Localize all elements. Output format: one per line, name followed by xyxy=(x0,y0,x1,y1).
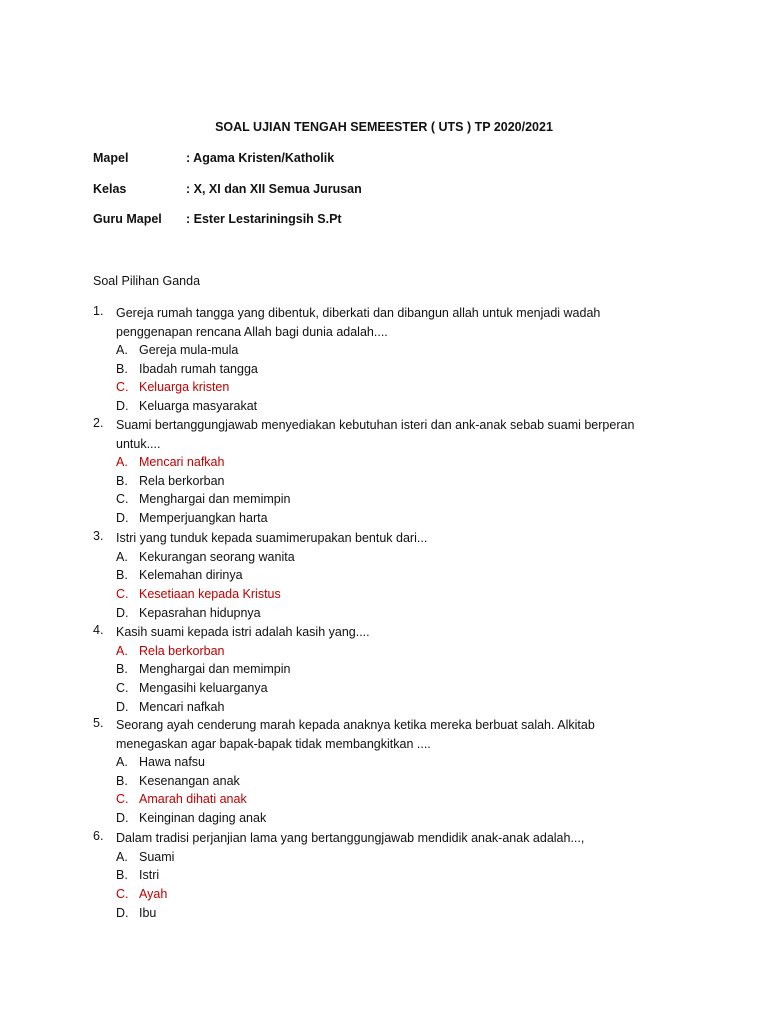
option-text: Mengasihi keluarganya xyxy=(139,680,268,695)
option-letter: C. xyxy=(116,680,129,695)
question-number: 4. xyxy=(93,623,104,637)
option xyxy=(93,360,653,379)
question-text: Gereja rumah tangga yang dibentuk, diberkati dan dibangun allah untuk menjadi wadah xyxy=(116,306,601,320)
option-text: Kesenangan anak xyxy=(139,773,240,788)
question-number: 6. xyxy=(93,829,104,843)
option-letter: C. xyxy=(116,792,129,807)
option-letter: A. xyxy=(116,343,128,357)
option xyxy=(93,566,653,585)
question-number: 5. xyxy=(93,716,104,730)
option xyxy=(93,509,653,528)
option xyxy=(93,604,653,623)
option-text: Istri xyxy=(139,868,160,883)
meta-label: Kelas xyxy=(93,182,127,196)
option-text: Menghargai dan memimpin xyxy=(139,662,291,677)
option-text: Kelemahan dirinya xyxy=(139,568,243,583)
option-letter: B. xyxy=(116,868,128,883)
meta-row-guru xyxy=(93,212,342,226)
option-letter: A. xyxy=(116,455,128,469)
question-text: untuk.... xyxy=(116,436,161,451)
option-text: Ibu xyxy=(139,905,157,920)
option xyxy=(93,753,653,772)
question-text: menegaskan agar bapak-bapak tidak membangkitkan .... xyxy=(116,736,431,751)
option-text: Keluarga kristen xyxy=(139,380,230,395)
question-item xyxy=(93,416,653,528)
option-text: Ibadah rumah tangga xyxy=(139,361,258,376)
option-text: Rela berkorban xyxy=(139,473,225,488)
option-letter: A. xyxy=(116,549,128,564)
option-correct xyxy=(93,790,653,809)
meta-label: Mapel xyxy=(93,151,129,165)
option xyxy=(93,904,653,923)
option xyxy=(93,548,653,567)
question-number: 3. xyxy=(93,529,104,543)
option-letter: D. xyxy=(116,605,129,620)
question-text: Suami bertanggungjawab menyediakan kebutuhan isteri dan ank-anak sebab suami berperan xyxy=(116,418,635,432)
question-text: Istri yang tunduk kepada suamimerupakan bentuk dari... xyxy=(116,531,428,545)
option-letter: B. xyxy=(116,662,128,677)
option xyxy=(93,472,653,491)
option-correct xyxy=(93,585,653,604)
option-letter: D. xyxy=(116,811,129,826)
option-text: Hawa nafsu xyxy=(139,755,206,769)
option-letter: B. xyxy=(116,773,128,788)
option-text: Amarah dihati anak xyxy=(139,792,247,807)
question-item xyxy=(93,623,653,716)
option-correct xyxy=(93,378,653,397)
question-text: Kasih suami kepada istri adalah kasih yang.... xyxy=(116,625,370,639)
option-text: Menghargai dan memimpin xyxy=(139,492,291,507)
question-text: Dalam tradisi perjanjian lama yang bertanggungjawab mendidik anak-anak adalah..., xyxy=(116,831,585,845)
option xyxy=(93,341,653,360)
option xyxy=(93,660,653,679)
question-number: 2. xyxy=(93,416,104,430)
meta-value: : Agama Kristen/Katholik xyxy=(186,151,335,165)
option-letter: A. xyxy=(116,643,128,658)
option-text: Mencari nafkah xyxy=(139,455,225,469)
question-text: Seorang ayah cenderung marah kepada anaknya ketika mereka berbuat salah. Alkitab xyxy=(116,718,595,732)
meta-value: : X, XI dan XII Semua Jurusan xyxy=(186,182,362,196)
option-correct xyxy=(93,453,653,472)
question-item xyxy=(93,304,653,416)
option-letter: D. xyxy=(116,905,129,920)
option-text: Suami xyxy=(139,849,175,864)
option-text: Keinginan daging anak xyxy=(139,811,267,826)
option-text: Kekurangan seorang wanita xyxy=(139,549,295,564)
option-letter: D. xyxy=(116,511,129,526)
option-text: Mencari nafkah xyxy=(139,699,225,714)
meta-value: : Ester Lestariningsih S.Pt xyxy=(186,212,342,226)
option-correct xyxy=(93,885,653,904)
option-text: Kesetiaan kepada Kristus xyxy=(139,586,281,601)
document-title: SOAL UJIAN TENGAH SEMEESTER ( UTS ) TP 2020/2021 xyxy=(215,120,553,134)
question-item xyxy=(93,829,653,922)
option-correct xyxy=(93,642,653,661)
option-text: Ayah xyxy=(139,886,168,901)
option-letter: B. xyxy=(116,361,128,376)
option-letter: C. xyxy=(116,380,129,395)
meta-row-mapel xyxy=(93,151,334,165)
meta-row-kelas xyxy=(93,182,362,196)
option-letter: D. xyxy=(116,699,129,714)
question-item xyxy=(93,716,653,828)
option-letter: B. xyxy=(116,473,128,488)
option-text: Memperjuangkan harta xyxy=(139,511,268,526)
option xyxy=(93,698,653,717)
option-text: Keluarga masyarakat xyxy=(139,399,258,414)
option-letter: C. xyxy=(116,492,129,507)
option-letter: C. xyxy=(116,886,129,901)
question-text: penggenapan rencana Allah bagi dunia adalah.... xyxy=(116,324,388,339)
option-letter: A. xyxy=(116,849,128,864)
option xyxy=(93,679,653,698)
option-letter: B. xyxy=(116,568,128,583)
option xyxy=(93,490,653,509)
option-letter: A. xyxy=(116,755,128,769)
option xyxy=(93,397,653,416)
meta-label: Guru Mapel xyxy=(93,212,162,226)
option-letter: D. xyxy=(116,399,129,414)
option-text: Kepasrahan hidupnya xyxy=(139,605,261,620)
option-text: Rela berkorban xyxy=(139,643,225,658)
option-text: Gereja mula-mula xyxy=(139,343,239,357)
option xyxy=(93,866,653,885)
section-title: Soal Pilihan Ganda xyxy=(93,274,201,288)
option xyxy=(93,772,653,791)
option xyxy=(93,809,653,828)
option-letter: C. xyxy=(116,586,129,601)
option xyxy=(93,848,653,867)
question-number: 1. xyxy=(93,304,104,318)
question-item xyxy=(93,529,653,622)
